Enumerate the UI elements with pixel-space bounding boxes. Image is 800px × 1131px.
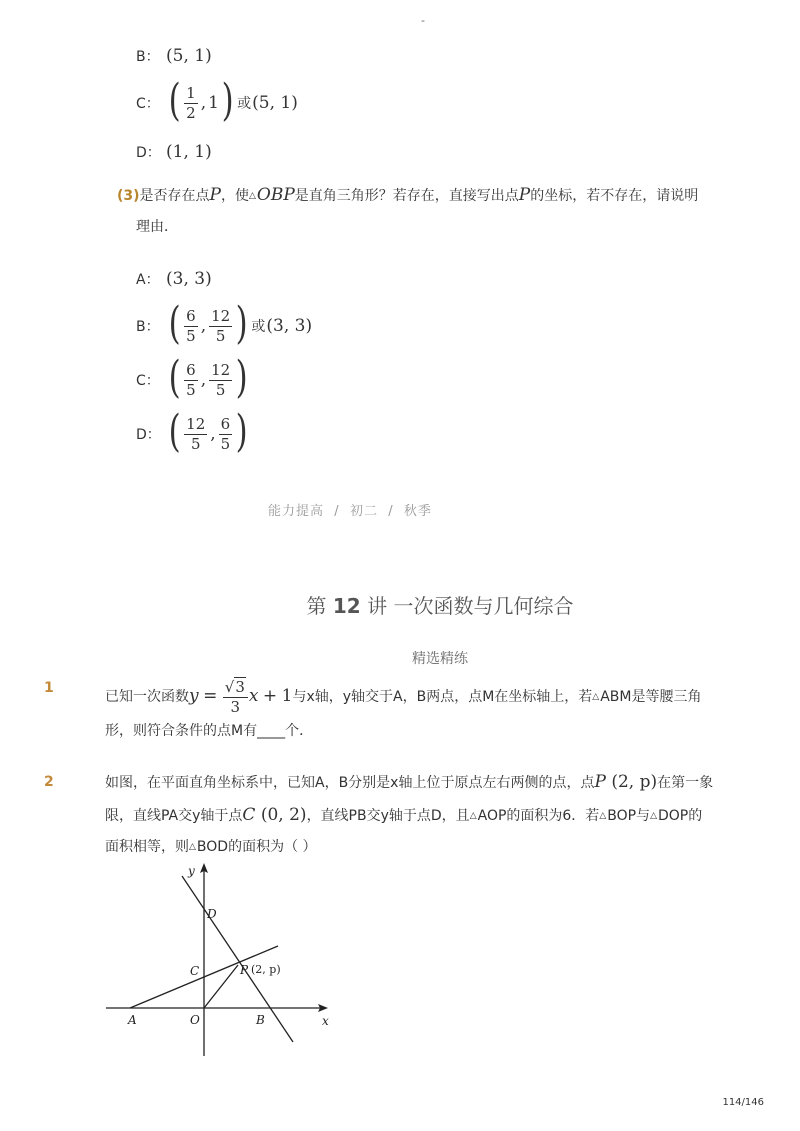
question-3-text-line2: 理由． — [136, 219, 178, 235]
fraction: $\frac{12}{5}$ — [211, 307, 231, 345]
option-a-q3[interactable] — [136, 259, 212, 299]
fraction: $\frac{1}{2}$ — [186, 84, 196, 122]
option-value: (3, 3) — [166, 269, 212, 289]
left-paren: ( — [168, 75, 181, 126]
problem-2-text: 如图，在平面直角坐标系中，已知A，B分别是x轴上位于原点左右两侧的点，点P (2, p)在第一象 — [105, 772, 714, 792]
problem-2-text-line3: 面积相等，则△BOD的面积为（ ） — [105, 839, 317, 855]
label-c: C — [190, 964, 200, 978]
fraction: $\frac{12}{5}$ — [211, 361, 231, 399]
option-letter: D： — [136, 145, 161, 161]
label-p-coord: (2, p) — [251, 963, 281, 976]
label-d: D — [207, 907, 217, 921]
label-a: A — [128, 1013, 137, 1027]
option-b-q3[interactable]: B： ( $\frac{6}{5}$ , $\frac{12}{5}$ ) 或 (3, 3) — [136, 298, 313, 349]
option-c-q3[interactable]: C： ( $\frac{6}{5}$ , $\frac{12}{5}$ ) — [136, 352, 248, 403]
label-y: y — [188, 864, 195, 878]
option-b-q2[interactable] — [136, 36, 212, 76]
option-letter: B： — [136, 49, 160, 65]
coordinate-figure — [100, 860, 340, 1060]
question-3-text: (3)是否存在点P，使△OBP是直角三角形？若存在，直接写出点P的坐标，若不存在，请说明 — [117, 185, 699, 205]
fraction: $\frac{12}{5}$ — [186, 415, 206, 453]
problem-1-text-line2: 形，则符合条件的点M有____个． — [105, 723, 314, 739]
option-letter: C： — [136, 373, 160, 389]
problem-1-number: 1 — [44, 680, 54, 696]
question-number: (3) — [117, 188, 140, 204]
fraction: $\frac{6}{5}$ — [186, 361, 196, 399]
option-letter: C： — [136, 96, 160, 112]
breadcrumb: 能力提高 / 初二 / 秋季 — [268, 504, 432, 519]
fraction: $\frac{6}{5}$ — [220, 415, 231, 453]
option-value: (1, 1) — [166, 142, 212, 162]
option-letter: B： — [136, 319, 160, 335]
problem-2-text-line2: 限，直线PA交y轴于点C (0, 2)，直线PB交y轴于点D，且△AOP的面积为6．若△BOP与△DOP的 — [105, 805, 703, 825]
label-o: O — [190, 1013, 200, 1027]
right-paren: ) — [221, 75, 234, 126]
option-value: (5, 1) — [166, 46, 212, 66]
page-number: 114/146 — [722, 1097, 764, 1108]
option-d-q3[interactable]: D： ( $\frac{12}{5}$ , $\frac{6}{5}$ ) — [136, 406, 248, 457]
sqrt-fraction: $\frac{√3}{3}$ — [223, 679, 248, 715]
fraction: $\frac{6}{5}$ — [186, 307, 196, 345]
label-x: x — [322, 1014, 329, 1028]
top-dash: - — [421, 14, 425, 27]
section-title: 精选精练 — [412, 651, 468, 667]
segment-op — [204, 965, 238, 1008]
lecture-title: 第 12 讲 一次函数与几何综合 — [306, 594, 574, 618]
option-d-q2[interactable] — [136, 132, 212, 172]
option-letter: D： — [136, 427, 161, 443]
option-value-2: (3, 3) — [266, 316, 313, 336]
label-p: P — [240, 963, 249, 977]
label-b: B — [256, 1013, 265, 1027]
option-letter: A： — [136, 272, 160, 288]
problem-1-text: 已知一次函数y = $\frac{√3}{3}$ x + 1与x轴，y轴交于A，B两点，点M在坐标轴上，若△ABM是等腰三角 — [105, 678, 702, 716]
option-c-q2[interactable]: C： ( $\frac{1}{2}$ , 1 ) 或 (5, 1) — [136, 75, 298, 126]
problem-2-number: 2 — [44, 774, 54, 790]
option-value-2: (5, 1) — [252, 93, 298, 113]
